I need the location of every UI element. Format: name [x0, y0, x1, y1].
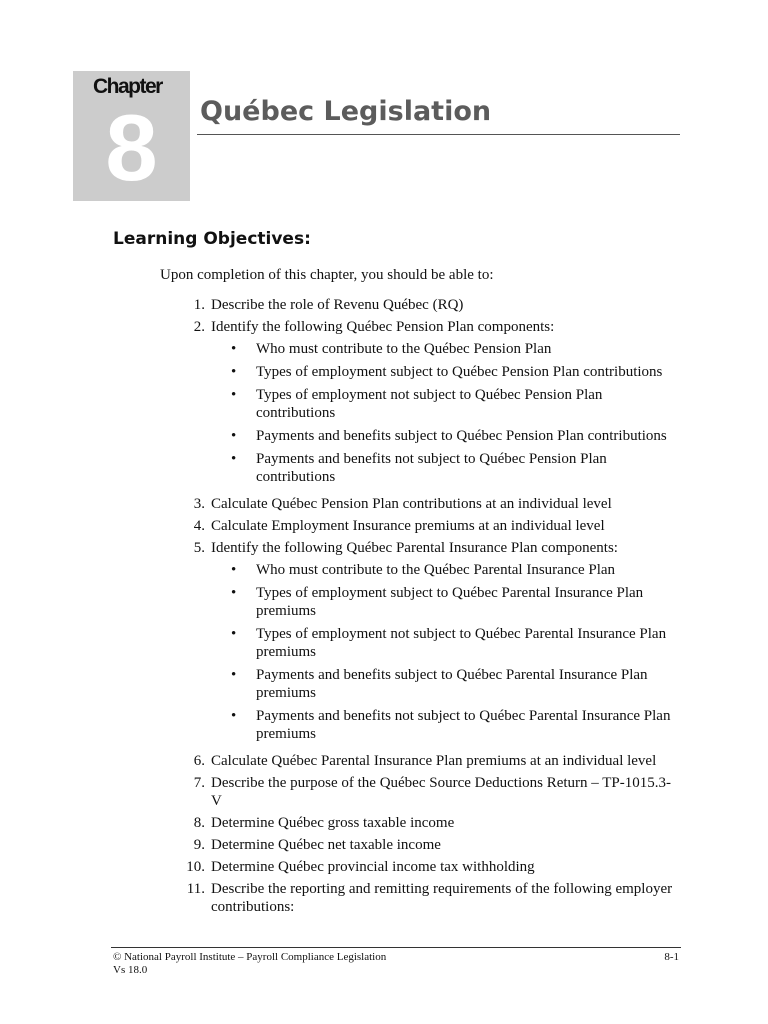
objective-item	[160, 880, 675, 916]
sub-objective-text: Who must contribute to the Québec Pension Plan	[256, 341, 552, 357]
bullet-icon: •	[231, 428, 237, 444]
sub-objective-item	[211, 427, 675, 445]
objective-number: 4.	[193, 518, 205, 534]
objective-number: 3.	[193, 496, 205, 512]
objective-text: Identify the following Québec Pension Plan components:	[211, 319, 555, 335]
objective-text: Determine Québec gross taxable income	[211, 815, 455, 831]
objectives-list	[160, 296, 675, 920]
objective-text: Identify the following Québec Parental Insurance Plan components:	[211, 540, 618, 556]
objective-text: Calculate Québec Pension Plan contributions at an individual level	[211, 496, 612, 512]
objective-number: 11.	[186, 881, 205, 897]
objective-number: 1.	[193, 297, 205, 313]
objective-item	[160, 539, 675, 748]
sub-objective-item	[211, 340, 675, 358]
bullet-icon: •	[231, 387, 237, 403]
sub-objective-item	[211, 666, 675, 702]
objective-number: 8.	[193, 815, 205, 831]
objective-number: 10.	[186, 859, 205, 875]
bullet-icon: •	[231, 562, 237, 578]
sub-objective-text: Payments and benefits not subject to Québec Parental Insurance Plan premiums	[256, 708, 671, 742]
objective-text: Describe the purpose of the Québec Source Deductions Return – TP-1015.3-V	[211, 775, 672, 809]
page-title: Québec Legislation	[200, 96, 492, 127]
page-number: 8-1	[664, 951, 679, 963]
sub-objective-text: Types of employment not subject to Québec Pension Plan contributions	[256, 387, 603, 421]
objective-item	[160, 318, 675, 491]
sub-objective-item	[211, 386, 675, 422]
title-divider	[197, 134, 680, 135]
footer-version: Vs 18.0	[113, 964, 148, 976]
sub-objective-item	[211, 363, 675, 381]
objective-text: Calculate Employment Insurance premiums at an individual level	[211, 518, 605, 534]
sub-objective-item	[211, 561, 675, 579]
objective-text: Determine Québec net taxable income	[211, 837, 441, 853]
objective-number: 6.	[193, 753, 205, 769]
objective-item	[160, 836, 675, 854]
footer	[113, 951, 679, 977]
sub-objective-text: Payments and benefits subject to Québec Pension Plan contributions	[256, 428, 667, 444]
objective-number: 2.	[193, 319, 205, 335]
sub-objective-text: Payments and benefits subject to Québec Parental Insurance Plan premiums	[256, 667, 648, 701]
footer-copyright: © National Payroll Institute – Payroll Compliance Legislation	[113, 951, 387, 963]
sub-objective-item	[211, 450, 675, 486]
objective-item	[160, 495, 675, 513]
sub-objective-item	[211, 625, 675, 661]
sub-objective-text: Who must contribute to the Québec Parental Insurance Plan	[256, 562, 616, 578]
objective-text: Describe the role of Revenu Québec (RQ)	[211, 297, 464, 313]
sub-objective-item	[211, 707, 675, 743]
objective-item	[160, 774, 675, 810]
objective-text: Determine Québec provincial income tax withholding	[211, 859, 535, 875]
intro-text: Upon completion of this chapter, you should be able to:	[160, 267, 494, 283]
objective-item	[160, 752, 675, 770]
objective-item	[160, 517, 675, 535]
objective-item	[160, 296, 675, 314]
bullet-icon: •	[231, 626, 237, 642]
bullet-icon: •	[231, 364, 237, 380]
objective-number: 9.	[193, 837, 205, 853]
sub-objective-text: Types of employment not subject to Québec Parental Insurance Plan premiums	[256, 626, 667, 660]
bullet-icon: •	[231, 708, 237, 724]
bullet-icon: •	[231, 341, 237, 357]
footer-divider	[111, 947, 681, 948]
chapter-box	[73, 71, 190, 201]
sub-objective-text: Types of employment subject to Québec Parental Insurance Plan premiums	[256, 585, 644, 619]
objective-item	[160, 858, 675, 876]
sub-objective-text: Payments and benefits not subject to Québec Pension Plan contributions	[256, 451, 607, 485]
bullet-icon: •	[231, 451, 237, 467]
objective-number: 7.	[193, 775, 205, 791]
objective-item	[160, 814, 675, 832]
bullet-icon: •	[231, 585, 237, 601]
bullet-icon: •	[231, 667, 237, 683]
sub-objectives-list	[211, 340, 675, 486]
chapter-number: 8	[105, 95, 158, 200]
section-heading: Learning Objectives:	[113, 229, 311, 249]
sub-objective-text: Types of employment subject to Québec Pension Plan contributions	[256, 364, 663, 380]
objective-text: Calculate Québec Parental Insurance Plan premiums at an individual level	[211, 753, 657, 769]
objective-text: Describe the reporting and remitting requirements of the following employer contributions:	[211, 881, 673, 915]
sub-objective-item	[211, 584, 675, 620]
chapter-label: Chapter	[93, 75, 162, 98]
objective-number: 5.	[193, 540, 205, 556]
sub-objectives-list	[211, 561, 675, 743]
